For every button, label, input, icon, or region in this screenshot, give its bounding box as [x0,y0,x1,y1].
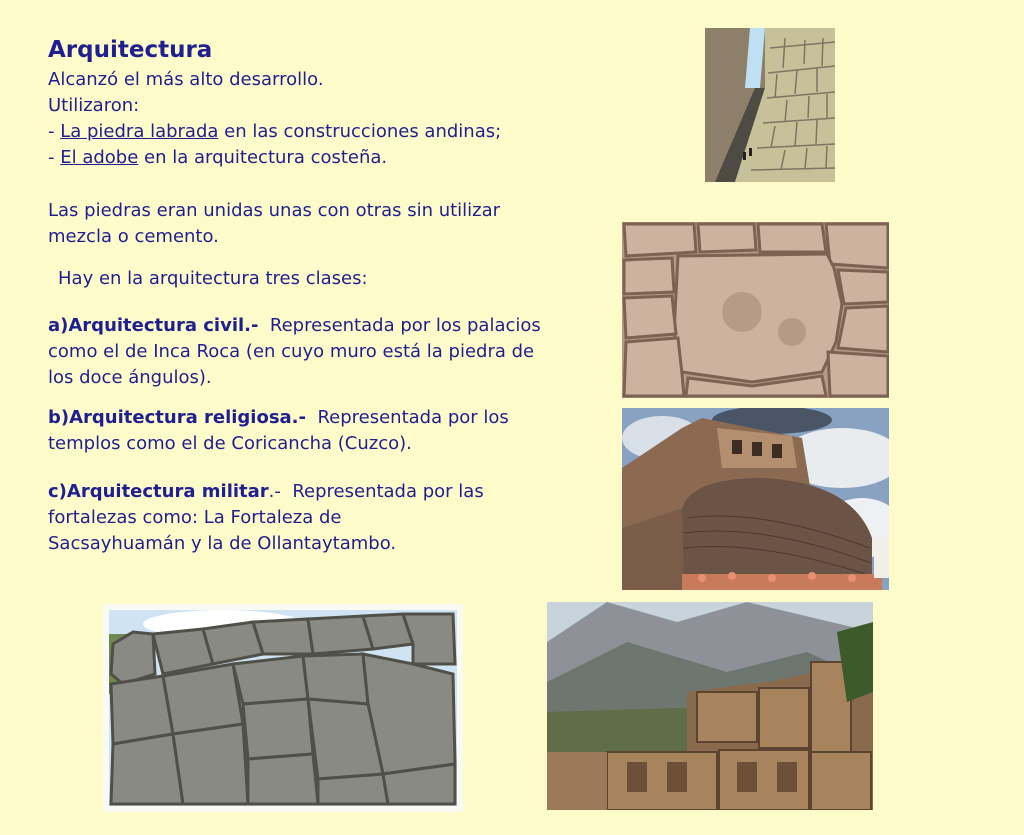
religiosa-label: b)Arquitectura religiosa.- [48,407,306,428]
militar-line-1 [48,479,484,505]
civil-text: Representada por los palacios [258,315,541,336]
link-adobe[interactable]: El adobe [60,147,139,168]
list-item-adobe [48,145,387,171]
civil-label: a)Arquitectura civil.- [48,315,259,336]
civil-line-3: los doce ángulos). [48,367,212,388]
twelve-angle-stone-photo [622,222,889,398]
list-dash: - [48,147,61,168]
stones-line-2: mezcla o cemento. [48,226,219,247]
intro-line-1: Alcanzó el más alto desarrollo. [48,69,324,90]
ollantaytambo-photo [547,602,873,810]
militar-label: c)Arquitectura militar [48,481,269,502]
list-item-text: en las construcciones andinas; [218,121,502,142]
religiosa-line-2: templos como el de Coricancha (Cuzco). [48,433,412,454]
stones-line-1: Las piedras eran unidas unas con otras sin utilizar [48,200,501,221]
list-dash: - [48,121,61,142]
sacsayhuaman-photo [103,604,463,812]
civil-line-2: como el de Inca Roca (en cuyo muro está la piedra de [48,341,535,362]
classes-intro: Hay en la arquitectura tres clases: [58,268,368,289]
religiosa-text: Representada por los [306,407,509,428]
militar-text: Representada por las [280,481,484,502]
link-piedra-labrada[interactable]: La piedra labrada [60,121,219,142]
militar-line-2: fortalezas como: La Fortaleza de [48,507,342,528]
list-item-piedra [48,119,501,145]
coricancha-temple-photo [622,408,889,590]
list-item-text: en la arquitectura costeña. [138,147,388,168]
civil-line-1 [48,313,541,339]
intro-line-2: Utilizaron: [48,95,140,116]
militar-line-3: Sacsayhuamán y la de Ollantaytambo. [48,533,397,554]
page-title: Arquitectura [48,37,213,63]
militar-dash: .- [268,481,281,502]
religiosa-line-1 [48,405,509,431]
street-wall-photo [705,28,835,182]
